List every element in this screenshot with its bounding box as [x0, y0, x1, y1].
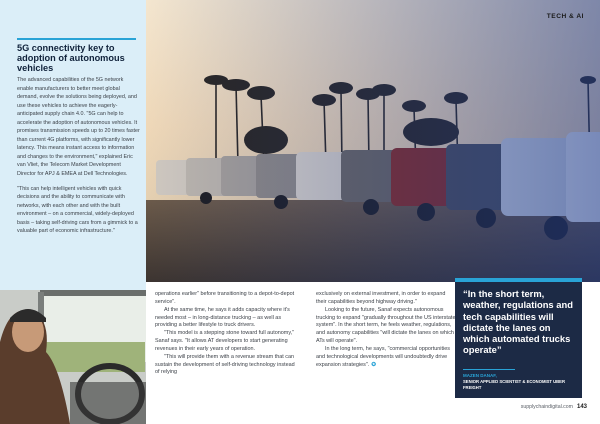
- article-paragraph: "This will provide them with a revenue stream that can sustain the development of self-driving technology instead of relying: [155, 353, 295, 376]
- footer-site: supplychaindigital.com: [520, 404, 573, 410]
- article-column-2: [316, 291, 457, 369]
- article-paragraph: "This model is a stepping stone toward full autonomy," Sanaf says. "It allows AT developers to start generating revenues in their early years of operation.: [155, 330, 295, 352]
- article-column-1: [155, 291, 296, 377]
- trucks-photo: [146, 0, 600, 282]
- end-mark-icon: ✪: [371, 361, 376, 368]
- sidebar-body: [17, 76, 141, 238]
- sidebar-rule: [17, 38, 136, 40]
- pullquote-author: MAZEN DANAF,: [463, 373, 497, 378]
- pullquote-accent-bar: [455, 278, 582, 282]
- page-number: 143: [576, 404, 587, 410]
- pullquote-rule: [463, 369, 515, 370]
- pullquote-role: SENIOR APPLIED SCIENTIST & ECONOMIST UBER FREIGHT: [463, 379, 565, 390]
- article-paragraph: Looking to the future, Sanaf expects autonomous trucking to expand "gradually throughout the US interstate system". In the short term, he feels weather, regulations, and autonomy capabilities "will dictate the lanes on which ATs will operate".: [316, 306, 456, 345]
- pullquote-text: “In the short term, weather, regulations and tech capabilities will dictate the lanes on which automated trucks operate”: [463, 288, 573, 356]
- page-footer: [521, 404, 587, 410]
- article-paragraph: operations earlier" before transitioning to a depot-to-depot service".: [155, 291, 295, 305]
- sidebar-paragraph: "This can help intelligent vehicles with quick decisions and the ability to communicate with networks, with each other and with the built environment – on a commercial, widely-deployed basis – taking self-driving cars from a gimmick to a valuable part of economic infrastructure.": [17, 185, 138, 235]
- sidebar-paragraph: The advanced capabilities of the 5G network enable manufacturers to better meet global demand, evolve the solutions being deployed, and use these vehicles to achieve the eagerly-anticipated supply chain 4.0. "5G can help to accelerate the adoption of autonomous vehicles. It promises transmission speeds up to 20 times faster than current 4G platforms, with significantly lower latency. This means instant access to information and changes to the environment," explained Eric van Vliet, the Telecom Market Development Director for APJ & EMEA at Dell Technologies.: [17, 77, 140, 178]
- sidebar-title: 5G connectivity key to adoption of autonomous vehicles: [17, 43, 125, 74]
- driver-photo: [0, 282, 146, 424]
- article-paragraph: In the long term, he says, "commercial opportunities and technological developments will undoubtedly drive expansion strategies".: [316, 345, 450, 368]
- article-paragraph: At the same time, he says it adds capacity where it's needed most – in long-distance trucking – as well as providing a better lifestyle to truck drivers.: [155, 306, 290, 329]
- section-tag: TECH & AI: [546, 13, 584, 20]
- article-paragraph: exclusively on external investment, in order to expand their capabilities beyond highway driving.": [316, 291, 446, 305]
